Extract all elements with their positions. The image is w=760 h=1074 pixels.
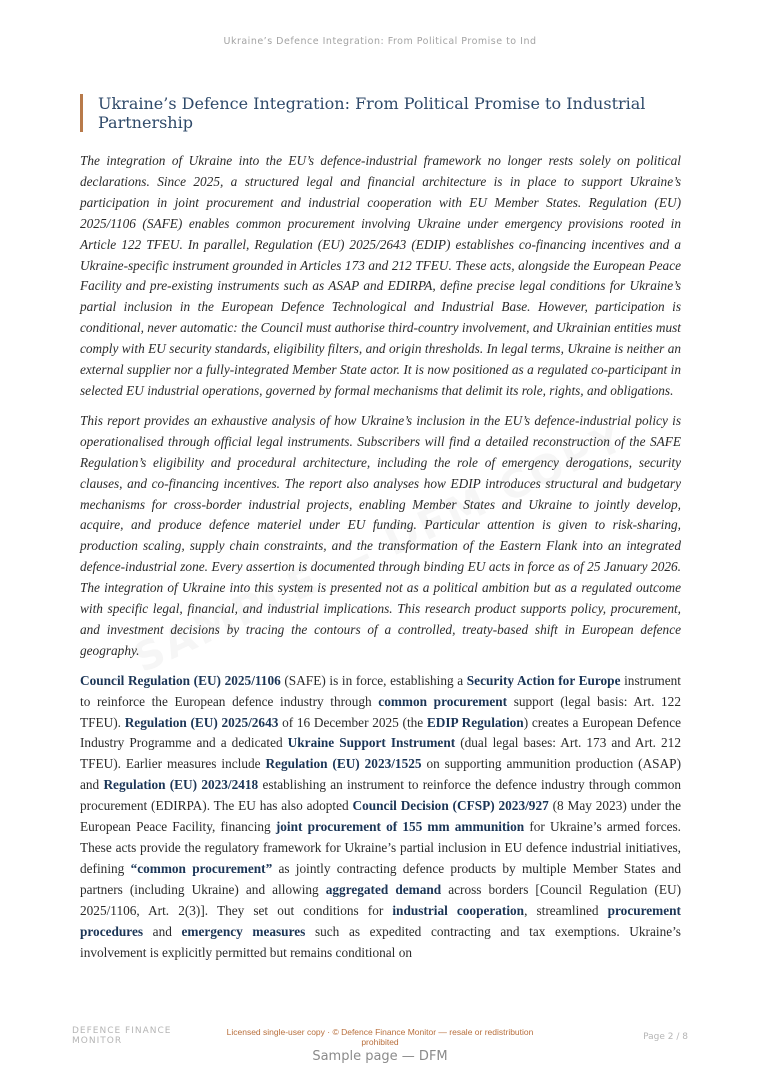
text-run: support (legal basis: Art. 122 TFEU). xyxy=(80,693,681,730)
text-run: of 16 December 2025 (the xyxy=(278,714,427,730)
text-run: for Ukraine’s armed forces. These acts provide the regulatory framework for Ukraine’s partial inclusion in EU defence industrial initiatives, defining xyxy=(80,819,681,876)
bold-term: “common procurement” xyxy=(130,860,273,876)
bold-term: procurement procedures xyxy=(80,902,681,939)
text-run: instrument to reinforce the European defence industry through xyxy=(80,672,681,709)
running-header: Ukraine’s Defence Integration: From Political Promise to Ind xyxy=(223,36,537,47)
footer-brand-line-2: MONITOR xyxy=(72,1036,123,1046)
text-run: across borders [Council Regulation (EU) 2025/1106, Art. 2(3)]. They set out conditions for xyxy=(80,881,681,918)
text-run: establishing an instrument to reinforce the defence industry through common procurement (EDIRPA). The EU has also adopted xyxy=(80,777,681,814)
text-run: , streamlined xyxy=(524,902,608,918)
text-run: (dual legal bases: Art. 173 and Art. 212 TFEU). Earlier measures include xyxy=(80,735,681,772)
abstract-paragraph-1: The integration of Ukraine into the EU’s defence-industrial framework no longer rests solely on political declarations. Since 2025, a structured legal and financial architecture is in place to support Ukraine’s participation in joint procurement and industrial cooperation with EU Member States. Regulation (EU) 2025/1106 (SAFE) enables common procurement involving Ukraine under emergency provisions rooted in Article 122 TFEU. In parallel, Regulation (EU) 2025/2643 (EDIP) establishes co-financing incentives and a Ukraine-specific instrument grounded in Articles 173 and 212 TFEU. These acts, alongside the European Peace Facility and pre-existing instruments such as ASAP and EDIRPA, define precise legal conditions for Ukraine’s partial inclusion in the European Defence Technological and Industrial Base. However, participation is conditional, never automatic: the Council must authorise third-country involvement, and Ukrainian entities must comply with EU security standards, eligibility filters, and origin thresholds. In legal terms, Ukraine is neither an external supplier nor a fully-integrated Member State actor. It is now positioned as a regulated co-participant in selected EU industrial operations, governed by formal mechanisms that delimit its role, rights, and obligations. xyxy=(80,153,681,398)
title-block xyxy=(80,94,658,132)
bold-term: Council Regulation (EU) 2025/1106 xyxy=(80,672,281,688)
bold-term: Regulation (EU) 2023/2418 xyxy=(103,777,259,793)
text-run: on supporting ammunition production (ASAP) and xyxy=(80,756,681,793)
bold-term: Security Action for Europe xyxy=(466,672,621,688)
bold-term: emergency measures xyxy=(181,923,306,939)
text-run: such as expedited contracting and tax exemptions. Ukraine’s involvement is explicitly permitted but remains conditional on xyxy=(80,923,681,960)
text-run: as jointly contracting defence products by multiple Member States and partners (including Ukraine) and allowing xyxy=(80,860,681,897)
document-title: Ukraine’s Defence Integration: From Political Promise to Industrial Partnership xyxy=(98,94,646,132)
license-line-1: Licensed single-user copy · © Defence Finance Monitor — resale or redistribution xyxy=(226,1027,534,1037)
bold-term: common procurement xyxy=(378,693,508,709)
bold-term: Regulation (EU) 2025/2643 xyxy=(124,714,279,730)
sample-page-label: Sample page — DFM xyxy=(312,1049,448,1064)
bold-term: Ukraine Support Instrument xyxy=(287,735,456,751)
bold-term: aggregated demand xyxy=(325,881,442,897)
bold-term: EDIP Regulation xyxy=(426,714,524,730)
footer-license-notice xyxy=(220,1027,540,1047)
footer-brand xyxy=(72,1026,192,1046)
text-run: (SAFE) is in force, establishing a xyxy=(280,672,467,688)
footer-brand-line-1: DEFENCE FINANCE xyxy=(72,1026,172,1036)
text-run: ) creates a European Defence Industry Programme and a dedicated xyxy=(80,714,682,751)
page-number: Page 2 / 8 xyxy=(643,1032,688,1042)
text-run: and xyxy=(143,923,182,939)
abstract-paragraph-2: This report provides an exhaustive analysis of how Ukraine’s inclusion in the EU’s defence-industrial policy is operationalised through official legal instruments. Subscribers will find a detailed reconstruction of the SAFE Regulation’s eligibility and procedural architecture, including the role of emergency derogations, security clauses, and co-financing incentives. The report also analyses how EDIP introduces structural and budgetary mechanisms for cross-border industrial projects, enabling Member States and Ukraine to jointly develop, acquire, and produce defence materiel under EU funding. Particular attention is given to risk-sharing, production scaling, supply chain constraints, and the transformation of the Eastern Flank into an integrated defence-industrial zone. Every assertion is documented through binding EU acts in force as of 25 January 2026. The integration of Ukraine into this system is presented not as a political ambition but as a regulated outcome with specific legal, financial, and industrial implications. This research product supports policy, procurement, and investment decisions by tracing the contours of a controlled, treaty-based shift in European defence geography. xyxy=(80,412,681,658)
bold-term: joint procurement of 155 mm ammunition xyxy=(275,819,525,835)
bold-term: Council Decision (CFSP) 2023/927 xyxy=(352,798,549,814)
bold-term: Regulation (EU) 2023/1525 xyxy=(265,756,422,772)
body-paragraph-3 xyxy=(80,671,681,964)
document-body xyxy=(80,151,681,972)
bold-term: industrial cooperation xyxy=(392,902,525,918)
text-run: (8 May 2023) under the European Peace Facility, financing xyxy=(80,798,681,835)
license-line-2: prohibited xyxy=(361,1037,399,1047)
